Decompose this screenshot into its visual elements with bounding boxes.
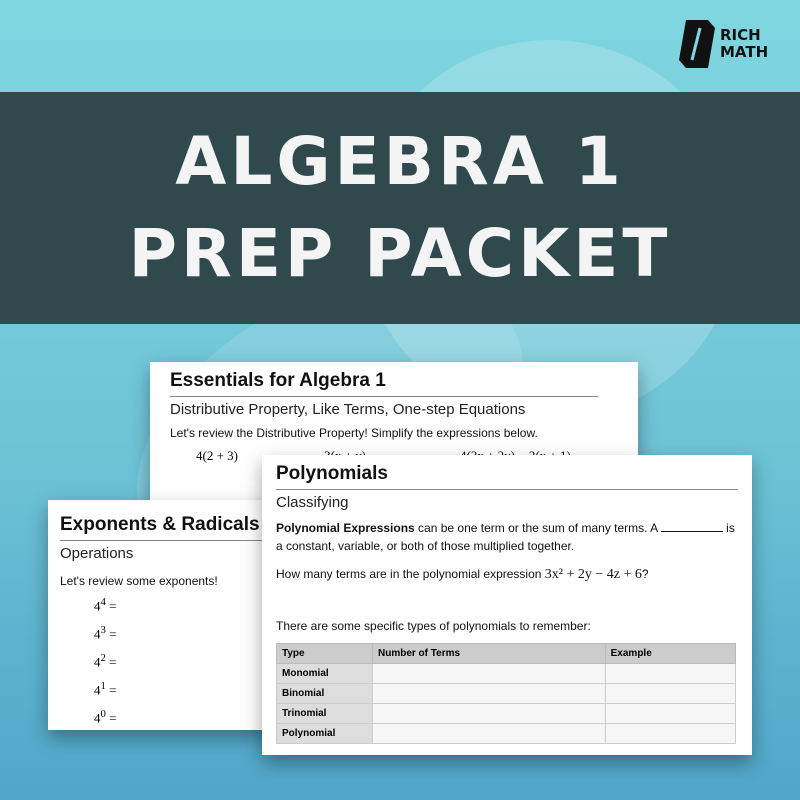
example-cell [605,664,735,684]
exponent-list [94,596,117,730]
richmath-logo [678,16,788,72]
logo-text [720,27,768,61]
banner-title-line2: PREP PACKET [128,215,672,292]
number-of-terms-cell [373,664,606,684]
worksheet-page-exponents [48,500,286,730]
logo-line2: MATH [720,43,769,61]
page1-expression-1: 4(2 + 3) [196,448,238,463]
column-header-example: Example [605,644,735,664]
polynomial-definition: Polynomial Expressions can be one term or the sum of many terms. A is a constant, variable, or both of those multiplied together. [276,521,735,553]
page3-subtitle: Classifying [276,494,349,511]
exponent-item: $4^3$ = [94,624,117,642]
exponent-item: $4^4$ = [94,596,117,614]
page3-header [276,463,738,511]
table-row [277,704,736,724]
column-header-type: Type [277,644,373,664]
number-of-terms-cell [373,704,606,724]
worksheet-page-polynomials [262,455,752,755]
page2-title: Exponents & Radicals [60,514,270,541]
table-row [277,684,736,704]
type-cell: Binomial [277,684,373,704]
type-cell: Monomial [277,664,373,684]
example-cell [605,704,735,724]
logo-line1: RICH [720,26,761,44]
page3-title: Polynomials [276,463,738,490]
fill-in-blank [661,520,723,532]
polynomial-expression: 3x² + 2y − 4z + 6 [544,567,642,582]
title-banner [0,92,800,324]
polynomial-types-table [276,643,736,744]
table-header-row [277,644,736,664]
page2-subtitle: Operations [60,545,134,562]
exponent-item: $4^2$ = [94,652,117,670]
page1-header [170,370,598,418]
table-row [277,724,736,744]
table-row [277,664,736,684]
example-cell [605,724,735,744]
example-cell [605,684,735,704]
type-cell: Polynomial [277,724,373,744]
type-cell: Trinomial [277,704,373,724]
logo-mark-icon [678,18,716,70]
number-of-terms-cell [373,724,606,744]
polynomial-definition-bold: Polynomial Expressions [276,521,415,535]
page1-intro: Let's review the Distributive Property! Simplify the expressions below. [170,426,538,440]
number-of-terms-cell [373,684,606,704]
exponent-item: $4^1$ = [94,680,117,698]
polynomial-question: How many terms are in the polynomial expression 3x² + 2y − 4z + 6? [276,567,649,582]
page2-intro: Let's review some exponents! [60,574,218,588]
page1-subtitle: Distributive Property, Like Terms, One-step Equations [170,401,526,418]
page1-title: Essentials for Algebra 1 [170,370,598,397]
column-header-number-of-terms: Number of Terms [373,644,606,664]
exponent-item: $4^0$ = [94,708,117,726]
banner-title-line1: ALGEBRA 1 [175,123,625,200]
page2-header [60,514,270,562]
specific-types-intro: There are some specific types of polynomials to remember: [276,619,591,633]
